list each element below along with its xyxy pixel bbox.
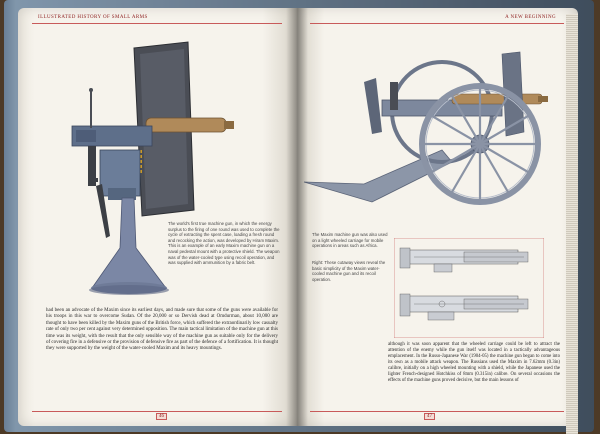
right-footer-rule xyxy=(310,411,564,412)
left-body-text: had been an advocate of the Maxim since its earliest days, and made sure that some of the guns were available for his troops in this war to overcome Sudan. Of the 20,000 or so Dervish dead at Omdurman, about 10,000 are thought to have been killed by the Maxim guns of the British force, which suffered the extraordinarily low casualty rate of only two per cent against very determined opposition. The main tactical limitation of the machine gun at this time was its weight, with the result that the only sensible way of the machine gun as suitable only for the delivery of covering fire in a defensive or the provision of defensive fire as part of the defence of a fortification. It is thought they were supported by the weight of the water-cooled Maxim and its heavy mountings. xyxy=(46,308,278,352)
right-body-text: although it was soon apparent that the wheeled carriage could be left to attract the attention of the enemy while the gun itself was located in a tactically advantageous emplacement. In the Russo-Japanese War (1904-05) the machine gun began to come into its own as a mobile attack weapon. The Russians used the Maxim in 7.62mm (0.3in) calibre, initially on a high wheeled mounting with a shield, while the Japanese used the lighter French-designed Hotchkiss of 8mm (0.315in) calibre. On several occasions the effects of the machine guns proved decisive, but the main lessons of xyxy=(388,342,560,383)
left-footer-rule xyxy=(32,411,282,412)
left-page xyxy=(18,8,296,426)
maxim-cutaway-diagrams xyxy=(394,238,544,338)
right-caption-carriage: The Maxim machine gun was also used on a light wheeled carriage for mobile operations in areas such as Africa. xyxy=(312,232,388,249)
left-folio: 46 xyxy=(156,413,167,420)
right-running-head: A NEW BEGINNING xyxy=(505,15,556,20)
book-gutter xyxy=(286,8,308,426)
left-caption: The world's first true machine gun, in which the energy surplus to the firing of one round was used to complete the cycle of extracting the spent case, loading a fresh round and recocking the action, was developed by Hiram Maxim. This is an example of an early Maxim machine gun on a naval pedestal mount with a protective shield. The weapon was of the water-cooled type using recoil operation, and was supplied with ammunition by a fabric belt. xyxy=(168,221,280,266)
left-running-head: ILLUSTRATED HISTORY OF SMALL ARMS xyxy=(38,15,148,20)
maxim-pedestal-gun-illustration xyxy=(48,38,248,308)
right-folio: 47 xyxy=(424,413,435,420)
page-edges xyxy=(566,14,578,434)
left-header-rule xyxy=(32,23,282,24)
maxim-wheeled-carriage-illustration xyxy=(302,32,572,232)
right-caption-cutaway: Right: These cutaway views reveal the basic simplicity of the Maxim water-cooled machine gun and its recoil operation. xyxy=(312,260,386,282)
right-header-rule xyxy=(310,23,564,24)
carriage-wheel xyxy=(422,86,538,202)
right-page xyxy=(296,8,578,426)
book-spread xyxy=(4,0,594,432)
